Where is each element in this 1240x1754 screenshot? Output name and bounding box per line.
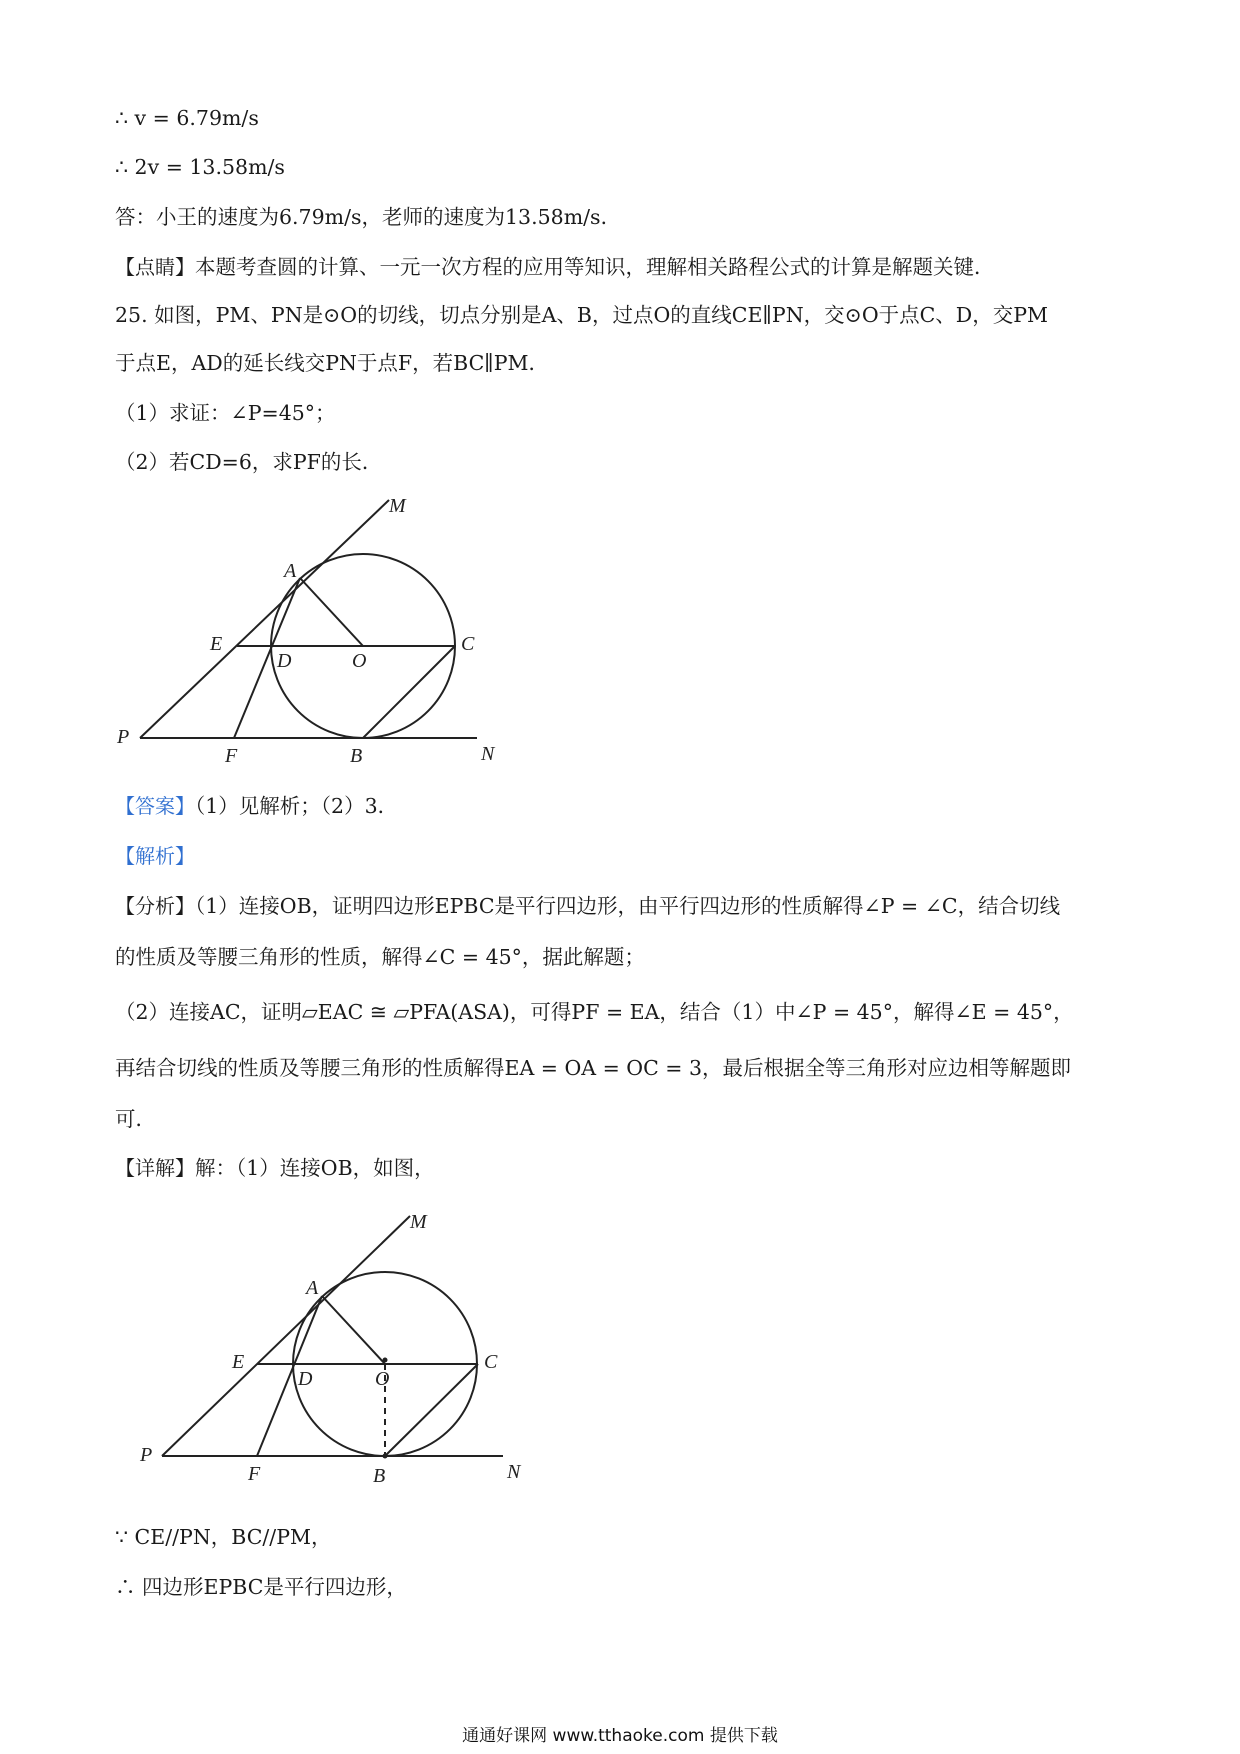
line-pm bbox=[140, 500, 389, 738]
fenxi-line3: （2）连接AC，证明▱EAC ≅ ▱PFA(ASA)，可得PF = EA，结合（1）中∠P = 45°，解得∠E = 45°， bbox=[115, 1000, 1074, 1024]
line-answer-speed: 答：小王的速度为6.79m/s，老师的速度为13.58m/s． bbox=[115, 205, 622, 229]
jiexi-tag: 【解析】 bbox=[115, 844, 195, 868]
jiexi-line bbox=[115, 841, 195, 871]
page-footer: 通通好课网 www.tthaoke.com 提供下载 bbox=[462, 1726, 778, 1746]
label-d: D bbox=[277, 650, 292, 672]
label-n-2: N bbox=[507, 1461, 521, 1483]
problem-part2: （2）若CD=6，求PF的长． bbox=[115, 450, 383, 474]
point-o bbox=[383, 1358, 388, 1363]
label-b: B bbox=[350, 745, 363, 767]
dianjing-tag: 【点睛】 bbox=[115, 255, 195, 279]
problem-25-line1: 25. 如图，PM、PN是⊙O的切线，切点分别是A、B，过点O的直线CE∥PN，交⊙O于点C、D，交PM bbox=[115, 303, 1049, 327]
label-f-2: F bbox=[248, 1463, 261, 1485]
fenxi-line5: 可． bbox=[115, 1107, 156, 1131]
xiangjie-tag: 【详解】 bbox=[115, 1156, 195, 1180]
label-c: C bbox=[461, 633, 475, 655]
fenxi-line4: 再结合切线的性质及等腰三角形的性质解得EA = OA = OC = 3，最后根据全等三角形对应边相等解题即 bbox=[115, 1056, 1072, 1080]
fenxi-line1 bbox=[115, 891, 1060, 921]
label-p-2: P bbox=[140, 1444, 153, 1466]
xiangjie-line bbox=[115, 1153, 435, 1183]
label-b-2: B bbox=[373, 1465, 386, 1487]
therefore-line: ∴ 四边形EPBC是平行四边形， bbox=[115, 1575, 407, 1599]
segment-bc bbox=[363, 646, 455, 738]
xiangjie-text: 解：（1）连接OB，如图， bbox=[195, 1156, 435, 1180]
label-d-2: D bbox=[298, 1368, 313, 1390]
label-e: E bbox=[210, 633, 223, 655]
answer-line bbox=[115, 791, 398, 821]
label-o-2: O bbox=[375, 1368, 390, 1390]
problem-part1: （1）求证：∠P=45°； bbox=[115, 401, 336, 425]
label-o: O bbox=[352, 650, 367, 672]
label-a: A bbox=[284, 560, 297, 582]
geometry-figure-1 bbox=[110, 490, 530, 770]
line-v: ∴ v = 6.79m/s bbox=[115, 106, 259, 130]
label-c-2: C bbox=[484, 1351, 498, 1373]
fenxi-tag: 【分析】 bbox=[115, 894, 195, 918]
fenxi-line2: 的性质及等腰三角形的性质，解得∠C = 45°，据此解题； bbox=[115, 945, 645, 969]
dianjing-text: 本题考查圆的计算、一元一次方程的应用等知识，理解相关路程公式的计算是解题关键． bbox=[195, 255, 995, 279]
answer-tag: 【答案】 bbox=[115, 794, 195, 818]
geometry-figure-2 bbox=[130, 1200, 540, 1490]
problem-25-line2: 于点E，AD的延长线交PN于点F，若BC∥PM． bbox=[115, 351, 550, 375]
label-m: M bbox=[389, 495, 406, 517]
label-e-2: E bbox=[232, 1351, 245, 1373]
label-a-2: A bbox=[306, 1277, 319, 1299]
segment-ao-2 bbox=[322, 1296, 385, 1364]
label-p: P bbox=[117, 726, 130, 748]
line-2v: ∴ 2v = 13.58m/s bbox=[115, 155, 285, 179]
answer-text: （1）见解析；（2）3． bbox=[195, 794, 399, 818]
label-f: F bbox=[225, 745, 238, 767]
label-n: N bbox=[481, 743, 495, 765]
segment-ao bbox=[300, 578, 363, 646]
fenxi-text1: （1）连接OB，证明四边形EPBC是平行四边形，由平行四边形的性质解得∠P = ∠C，结合切线 bbox=[195, 894, 1061, 918]
label-m-2: M bbox=[410, 1211, 427, 1233]
because-line: ∵ CE//PN，BC//PM， bbox=[115, 1525, 332, 1549]
point-b bbox=[383, 1454, 388, 1459]
line-pm-2 bbox=[162, 1216, 410, 1456]
line-dianjing bbox=[115, 252, 995, 282]
